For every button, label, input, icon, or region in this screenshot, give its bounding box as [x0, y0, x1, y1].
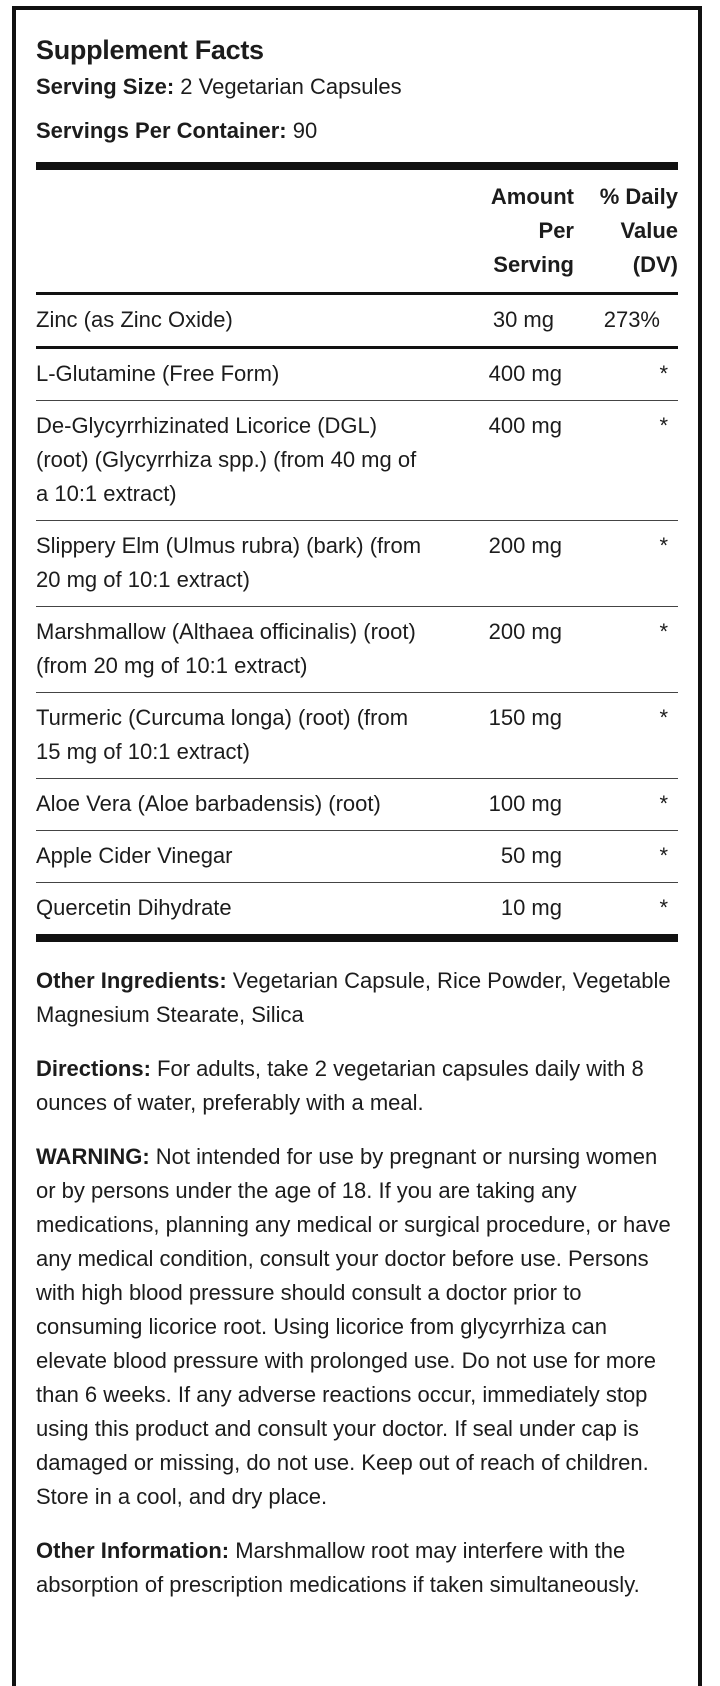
ingredient-daily-value: *	[659, 619, 668, 644]
ingredient-name: Turmeric (Curcuma longa) (root) (from 15 mg of 10:1 extract)	[36, 705, 409, 764]
table-header	[36, 170, 678, 295]
serving-size	[36, 72, 678, 102]
ingredient-amount: 10 mg	[500, 895, 562, 920]
servings-per-container	[36, 116, 678, 146]
daily-value-header: % Daily Value (DV)	[599, 184, 678, 277]
ingredient-name: Quercetin Dihydrate	[36, 895, 232, 920]
panel-title: Supplement Facts	[36, 35, 264, 65]
serving-size-label: Serving Size:	[36, 74, 175, 99]
table-row	[36, 883, 678, 934]
ingredient-name: Slippery Elm (Ulmus rubra) (bark) (from 20 mg of 10:1 extract)	[36, 533, 422, 592]
ingredient-amount: 200 mg	[488, 619, 562, 644]
table-row	[36, 607, 678, 693]
other-ingredients-label: Other Ingredients:	[36, 968, 227, 993]
ingredient-amount: 400 mg	[488, 413, 562, 438]
warning	[36, 1140, 678, 1514]
ingredient-name: Zinc (as Zinc Oxide)	[36, 307, 233, 332]
ingredient-name: Aloe Vera (Aloe barbadensis) (root)	[36, 791, 381, 816]
table-row	[36, 693, 678, 779]
other-information	[36, 1534, 678, 1602]
ingredient-name: L-Glutamine (Free Form)	[36, 361, 280, 386]
serving-size-value: 2 Vegetarian Capsules	[180, 74, 402, 99]
ingredient-name: Marshmallow (Althaea officinalis) (root) (from 20 mg of 10:1 extract)	[36, 619, 416, 678]
servings-per-container-value: 90	[292, 118, 318, 143]
other-ingredients-text: Vegetarian Capsule, Rice Powder, Vegetable Magnesium Stearate, Silica	[36, 968, 671, 1027]
directions	[36, 1052, 678, 1120]
warning-text: Not intended for use by pregnant or nursing women or by persons under the age of 18. If you are taking any medications, planning any medical or surgical procedure, or have any medical condition, consult your doctor before use. Persons with high blood pressure should consult a doctor prior to consuming licorice root. Using licorice from glycyrrhiza can elevate blood pressure with prolonged use. Do not use for more than 6 weeks. If any adverse reactions occur, immediately stop using this product and consult your doctor. If seal under cap is damaged or missing, do not use. Keep out of reach of children. Store in a cool, and dry place.	[36, 1144, 671, 1509]
warning-label: WARNING:	[36, 1144, 150, 1169]
ingredient-daily-value: *	[659, 791, 668, 816]
bottom-divider	[36, 934, 678, 942]
other-information-text: Marshmallow root may interfere with the absorption of prescription medications if taken simultaneously.	[36, 1538, 640, 1597]
ingredient-daily-value: *	[659, 705, 668, 730]
table-row	[36, 295, 678, 349]
table-row	[36, 779, 678, 831]
ingredient-amount: 150 mg	[488, 705, 562, 730]
other-ingredients	[36, 964, 678, 1032]
ingredient-daily-value: *	[659, 413, 668, 438]
servings-per-container-label: Servings Per Container:	[36, 118, 287, 143]
table-row	[36, 401, 678, 521]
ingredient-amount: 400 mg	[488, 361, 562, 386]
ingredient-name: Apple Cider Vinegar	[36, 843, 233, 868]
ingredient-daily-value: *	[659, 361, 668, 386]
other-information-label: Other Information:	[36, 1538, 230, 1563]
ingredient-table	[36, 295, 678, 934]
directions-text: For adults, take 2 vegetarian capsules daily with 8 ounces of water, preferably with a meal.	[36, 1056, 644, 1115]
ingredient-daily-value: *	[659, 895, 668, 920]
ingredient-daily-value: 273%	[603, 307, 660, 332]
ingredient-name: De-Glycyrrhizinated Licorice (DGL) (root) (Glycyrrhiza spp.) (from 40 mg of a 10:1 extract)	[36, 413, 417, 506]
ingredient-daily-value: *	[659, 533, 668, 558]
supplement-facts-panel	[12, 6, 702, 1686]
table-row	[36, 521, 678, 607]
amount-per-serving-header: Amount Per Serving	[490, 184, 574, 277]
ingredient-amount: 200 mg	[488, 533, 562, 558]
table-row	[36, 349, 678, 401]
ingredient-amount: 100 mg	[488, 791, 562, 816]
ingredient-amount: 50 mg	[500, 843, 562, 868]
table-row	[36, 831, 678, 883]
directions-label: Directions:	[36, 1056, 151, 1081]
ingredient-daily-value: *	[659, 843, 668, 868]
ingredient-amount: 30 mg	[492, 307, 554, 332]
top-divider	[36, 162, 678, 170]
